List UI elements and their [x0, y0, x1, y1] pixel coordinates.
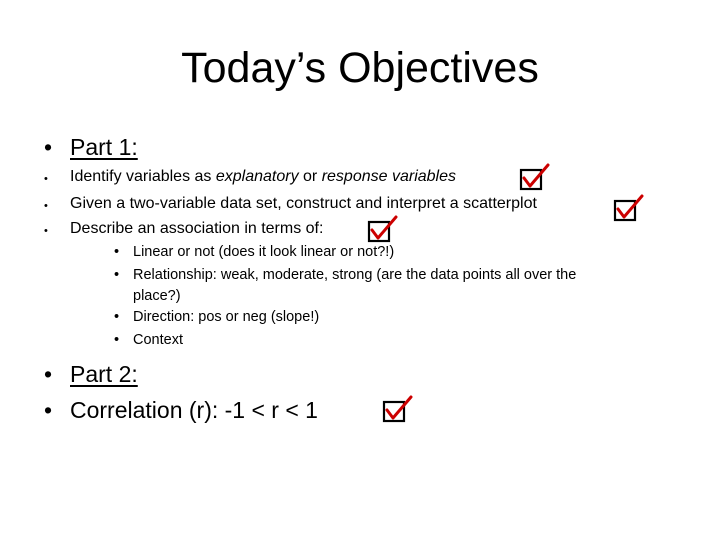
bullet: •: [44, 225, 48, 237]
part1-label: Part 1:: [70, 134, 138, 160]
objective-2: [44, 194, 537, 214]
objective-3-text: Describe an association in terms of:: [70, 220, 324, 237]
objective-2-text: Given a two-variable data set, construct and interpret a scatterplot: [70, 195, 537, 212]
correlation-text: Correlation (r): -1 < r < 1: [70, 397, 318, 423]
part2-label: Part 2:: [70, 361, 138, 387]
objective-1-text: Identify variables as explanatory or response variables: [70, 168, 456, 185]
slide-title: Today’s Objectives: [181, 44, 539, 92]
checkbox-checked-icon: [366, 215, 400, 243]
checkbox-checked-icon: [612, 194, 646, 222]
objective-3: [44, 219, 323, 239]
checkbox-checked-icon: [518, 163, 552, 191]
sub-item: • Relationship: weak, moderate, strong (are the data points all over the place?): [114, 267, 577, 304]
sub-item: • Linear or not (does it look linear or not?!): [114, 244, 395, 260]
part2-heading: [44, 360, 138, 388]
bullet: •: [44, 200, 48, 212]
checkbox-checked-icon: [381, 395, 415, 423]
bullet: •: [44, 173, 48, 185]
part1-heading: [44, 133, 138, 161]
bullet: •: [44, 361, 53, 387]
objective-1: [44, 167, 456, 187]
sub-item: • Context: [114, 332, 183, 348]
sub-item: • Direction: pos or neg (slope!): [114, 309, 320, 325]
correlation-line: [44, 396, 318, 424]
bullet: •: [44, 134, 53, 160]
bullet: •: [44, 397, 53, 423]
